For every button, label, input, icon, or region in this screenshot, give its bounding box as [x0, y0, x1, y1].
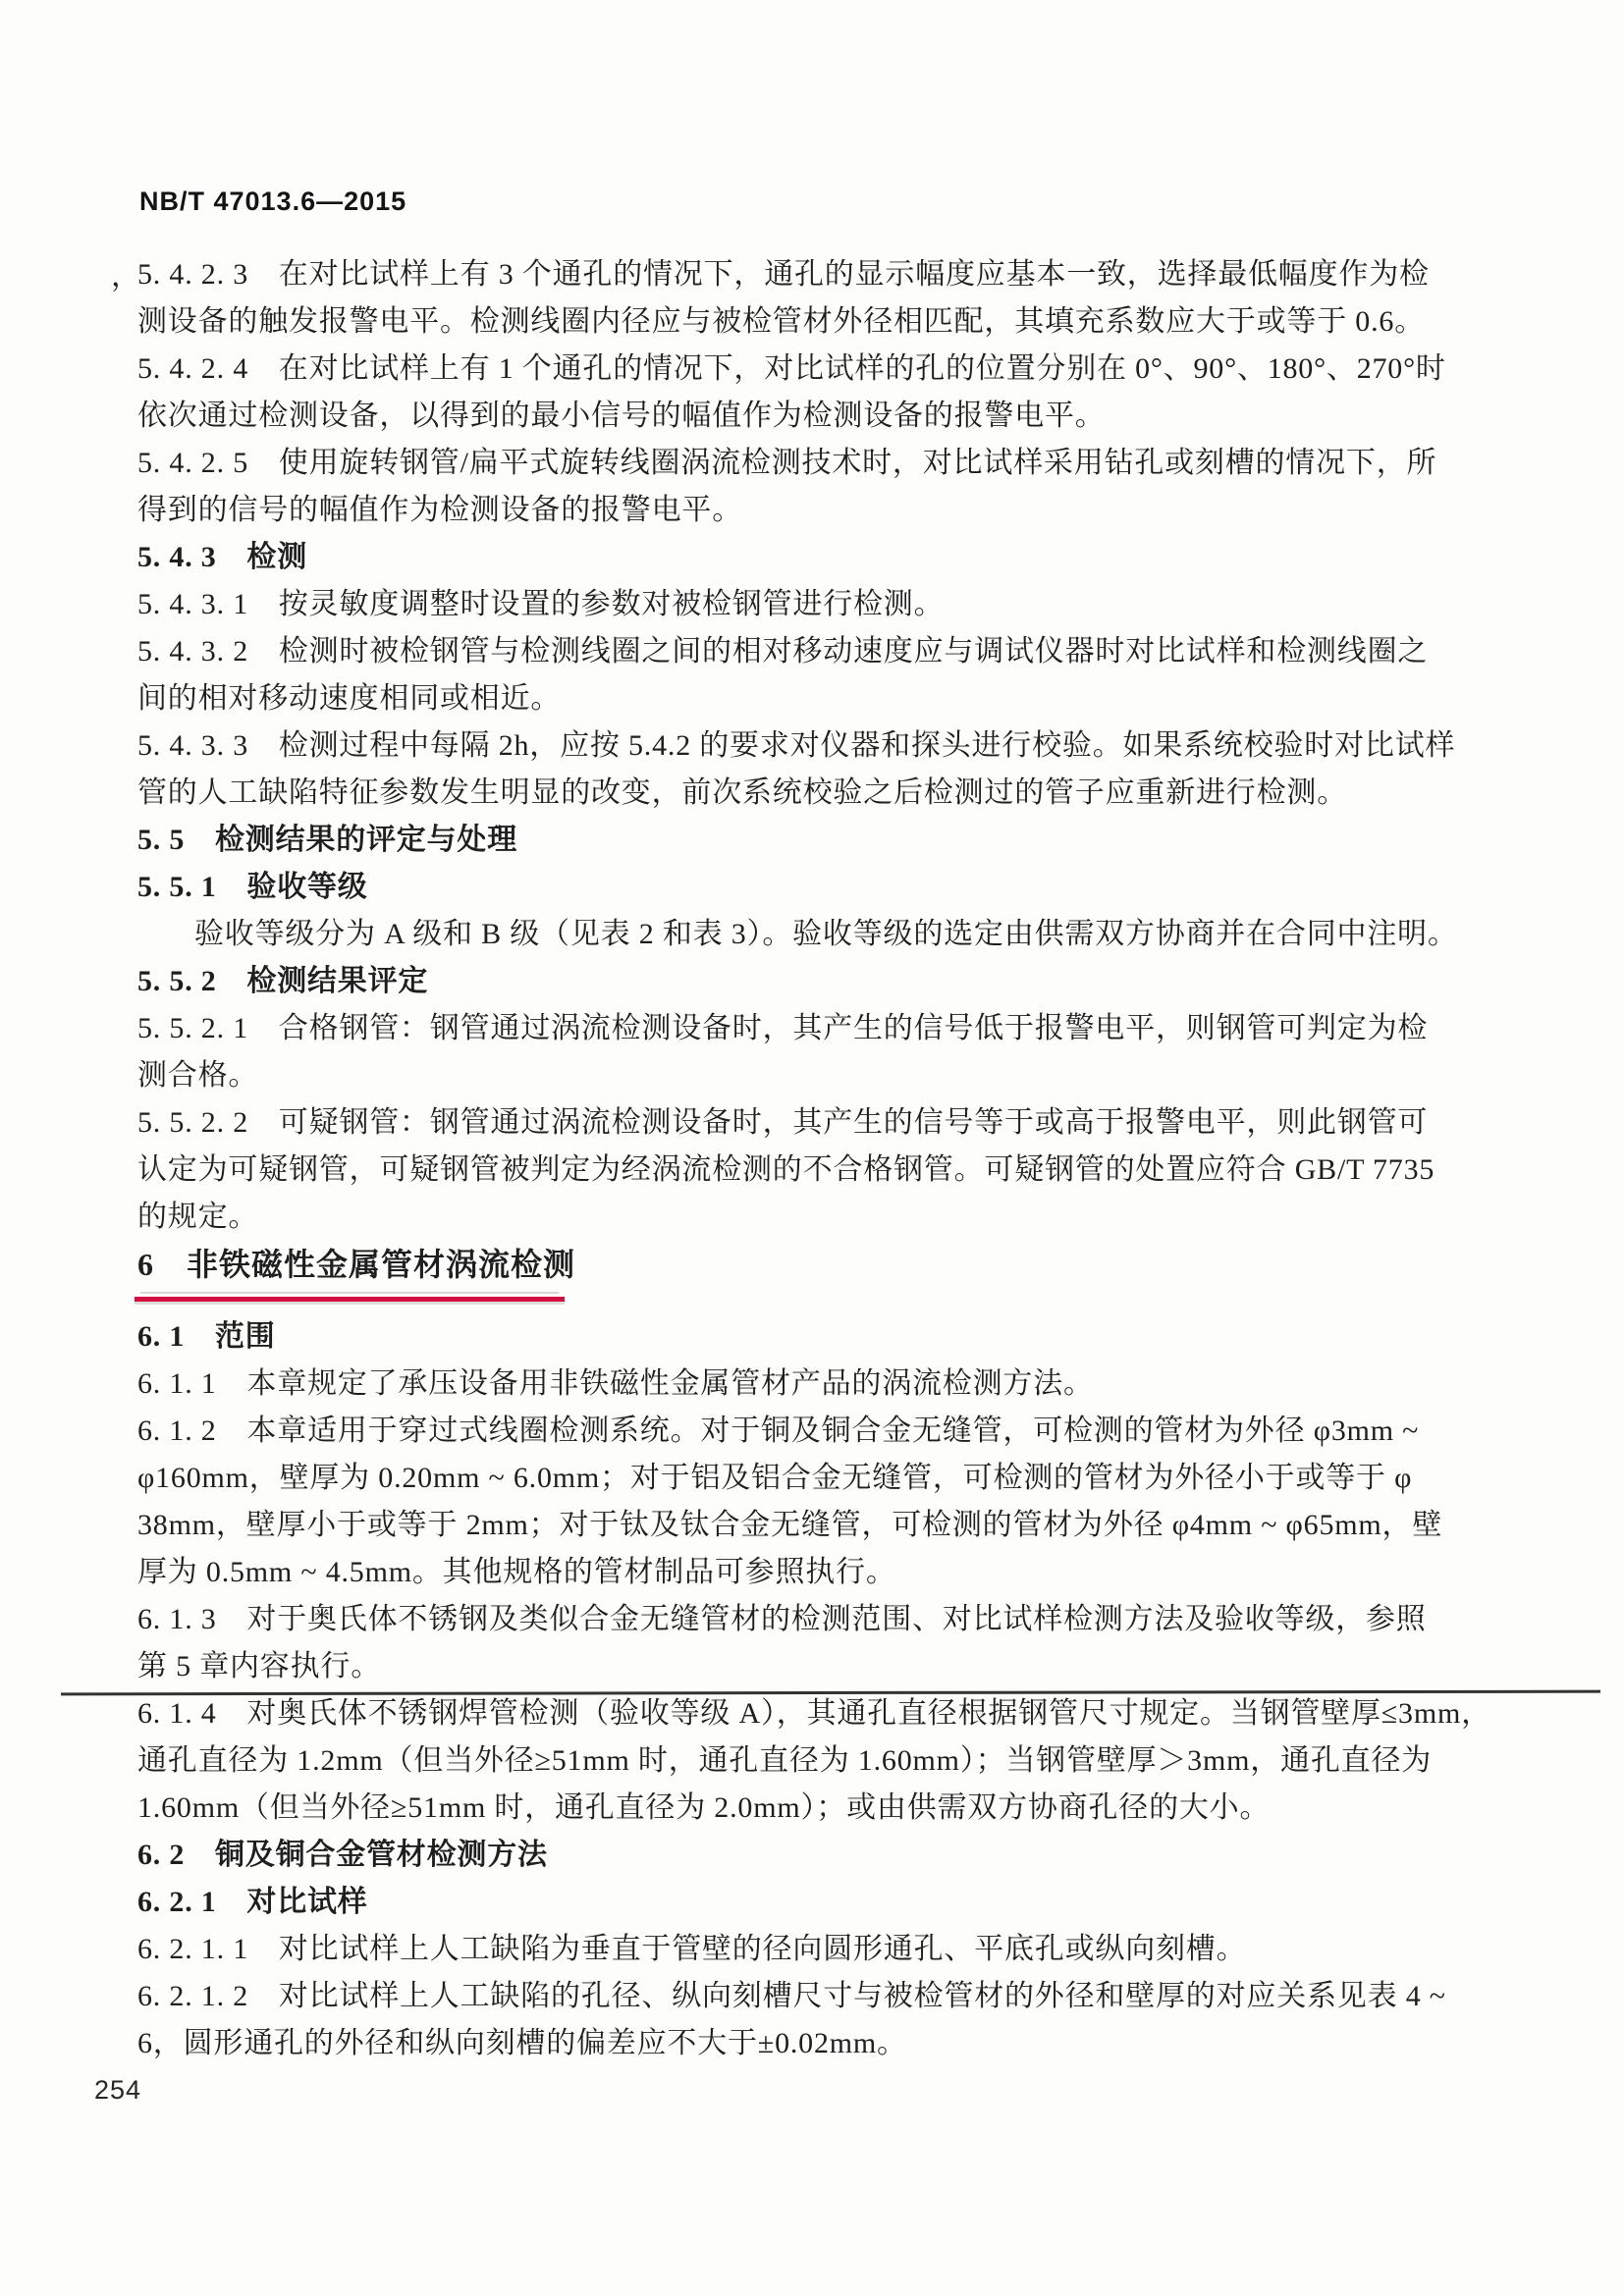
text-line: 的规定。	[137, 1201, 259, 1233]
text-line: 认定为可疑钢管，可疑钢管被判定为经涡流检测的不合格钢管。可疑钢管的处置应符合 GB/T 7735	[137, 1153, 1435, 1186]
text-line: 5. 5. 1 验收等级	[137, 871, 368, 903]
text-line: 6. 1. 1 本章规定了承压设备用非铁磁性金属管材产品的涡流检测方法。	[137, 1367, 1094, 1400]
text-line: φ160mm，壁厚为 0.20mm ~ 6.0mm；对于铝及铝合金无缝管，可检测的管材为外径小于或等于 φ	[137, 1462, 1413, 1494]
text-line: 得到的信号的幅值作为检测设备的报警电平。	[137, 494, 742, 526]
text-line: 5. 5. 2 检测结果评定	[137, 965, 429, 997]
text-line: 厚为 0.5mm ~ 4.5mm。其他规格的管材制品可参照执行。	[137, 1556, 896, 1588]
text-line: 间的相对移动速度相同或相近。	[137, 682, 562, 715]
margin-mark-comma: ，	[111, 260, 141, 293]
text-line: 第 5 章内容执行。	[137, 1650, 381, 1682]
section-6-1	[137, 1313, 1581, 1361]
section-5-5-2-2	[137, 1099, 1581, 1241]
text-line: 1.60mm（但当外径≥51mm 时，通孔直径为 2.0mm）；或由供需双方协商孔径的大小。	[137, 1791, 1271, 1824]
section-6-1-1	[137, 1361, 1581, 1408]
text-line: 依次通过检测设备，以得到的最小信号的幅值作为检测设备的报警电平。	[137, 400, 1106, 432]
section-6-2-1-1	[137, 1926, 1581, 1973]
text-line: 5. 4. 3 检测	[137, 541, 307, 573]
section-5-4-2-5	[137, 440, 1581, 534]
text-line: 5. 5. 2. 1 合格钢管：钢管通过涡流检测设备时，其产生的信号低于报警电平，则钢管可判定为检	[137, 1012, 1429, 1044]
text-line: 38mm，壁厚小于或等于 2mm；对于钛及钛合金无缝管，可检测的管材为外径 φ4mm ~ φ65mm，壁	[137, 1509, 1443, 1541]
underline-red-line	[135, 1297, 565, 1302]
section-6-2-1-2	[137, 1973, 1581, 2067]
section-5-5	[137, 817, 1581, 864]
section-6-1-3	[137, 1596, 1581, 1690]
text-line: 6. 2 铜及铜合金管材检测方法	[137, 1839, 548, 1871]
section-5-4-3-1	[137, 581, 1581, 628]
section-6-1-2	[137, 1408, 1581, 1596]
chapter-heading-underline	[135, 1288, 565, 1313]
text-line: 5. 5 检测结果的评定与处理	[137, 824, 517, 856]
section-5-5-1	[137, 864, 1581, 911]
underline-gray-line	[140, 1292, 559, 1294]
text-line: 5. 4. 3. 3 检测过程中每隔 2h，应按 5.4.2 的要求对仪器和探头进行校验。如果系统校验时对比试样	[137, 729, 1456, 762]
text-line: 6. 2. 1. 1 对比试样上人工缺陷为垂直于管壁的径向圆形通孔、平底孔或纵向刻槽。	[137, 1933, 1247, 1965]
text-line: 验收等级分为 A 级和 B 级（见表 2 和表 3）。验收等级的选定由供需双方协商并在合同中注明。	[194, 918, 1458, 950]
section-5-4-3-3	[137, 722, 1581, 817]
section-5-5-2	[137, 958, 1581, 1005]
text-line: 6 非铁磁性金属管材涡流检测	[137, 1247, 576, 1282]
section-6-2	[137, 1832, 1581, 1879]
text-line: 6. 1. 3 对于奥氏体不锈钢及类似合金无缝管材的检测范围、对比试样检测方法及验收等级，参照	[137, 1603, 1427, 1635]
section-5-4-3	[137, 534, 1581, 581]
text-line: 管的人工缺陷特征参数发生明显的改变，前次系统校验之后检测过的管子应重新进行检测。	[137, 776, 1347, 809]
text-line: 5. 4. 2. 4 在对比试样上有 1 个通孔的情况下，对比试样的孔的位置分别在 0°、90°、180°、270°时	[137, 352, 1446, 385]
text-line: 6. 1. 2 本章适用于穿过式线圈检测系统。对于铜及铜合金无缝管，可检测的管材为外径 φ3mm ~	[137, 1415, 1420, 1447]
text-line: 5. 5. 2. 2 可疑钢管：钢管通过涡流检测设备时，其产生的信号等于或高于报警电平，则此钢管可	[137, 1106, 1429, 1139]
text-line: 5. 4. 2. 5 使用旋转钢管/扁平式旋转线圈涡流检测技术时，对比试样采用钻孔或刻槽的情况下，所	[137, 447, 1437, 479]
section-5-5-2-1	[137, 1005, 1581, 1099]
page-number: 254	[94, 2075, 142, 2105]
text-line: 5. 4. 2. 3 在对比试样上有 3 个通孔的情况下，通孔的显示幅度应基本一致，选择最低幅度作为检 ，	[137, 251, 1581, 298]
text-line: 6. 2. 1 对比试样	[137, 1886, 368, 1918]
strikethrough-line	[61, 1690, 1600, 1696]
text-line: 测合格。	[137, 1059, 259, 1092]
section-5-4-2-3	[111, 251, 1581, 346]
text-line: 6. 1. 4 对奥氏体不锈钢焊管检测（验收等级 A），其通孔直径根据钢管尺寸规定。当钢管壁厚≤3mm，	[137, 1690, 1581, 1737]
text-line: 6. 1 范围	[137, 1320, 276, 1353]
text-line: 通孔直径为 1.2mm（但当外径≥51mm 时，通孔直径为 1.60mm）；当钢管壁厚＞3mm，通孔直径为	[137, 1744, 1433, 1777]
section-5-5-1-body	[137, 911, 1581, 958]
standard-number-header: NB/T 47013.6—2015	[139, 187, 407, 216]
section-6-1-4	[137, 1690, 1581, 1832]
section-5-4-3-2	[137, 628, 1581, 722]
document-body	[111, 251, 1581, 2067]
section-5-4-2-4	[137, 346, 1581, 440]
text-line: 测设备的触发报警电平。检测线圈内径应与被检管材外径相匹配，其填充系数应大于或等于 0.6。	[137, 305, 1425, 338]
text-line: 5. 4. 3. 2 检测时被检钢管与检测线圈之间的相对移动速度应与调试仪器时对比试样和检测线圈之	[137, 635, 1429, 667]
text-line: 5. 4. 3. 1 按灵敏度调整时设置的参数对被检钢管进行检测。	[137, 588, 945, 620]
section-6	[137, 1241, 1581, 1313]
text-line: 6，圆形通孔的外径和纵向刻槽的偏差应不大于±0.02mm。	[137, 2027, 907, 2059]
section-6-2-1	[137, 1879, 1581, 1926]
text-line: 6. 2. 1. 2 对比试样上人工缺陷的孔径、纵向刻槽尺寸与被检管材的外径和壁厚的对应关系见表 4 ~	[137, 1980, 1446, 2012]
